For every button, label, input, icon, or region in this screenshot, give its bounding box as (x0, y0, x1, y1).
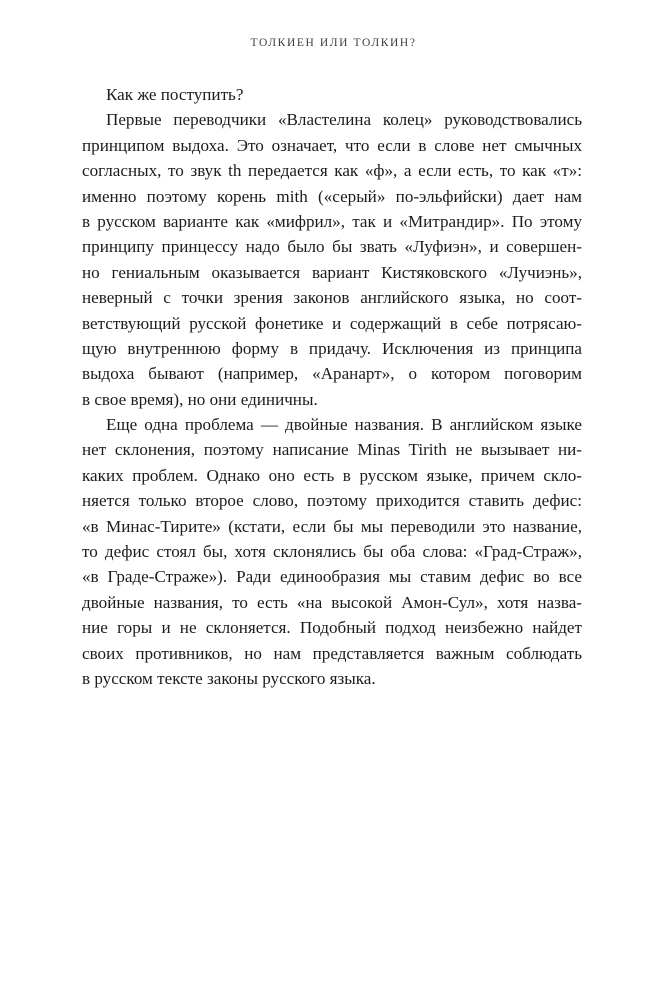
text-line: нет склонения, поэтому написание Minas Tirith не вызывает ни- (82, 440, 582, 460)
text-line: ние горы и не склоняется. Подобный подход неизбежно найдет (82, 618, 582, 638)
text-line: ветствующий русской фонетике и содержащий в себе потрясаю- (82, 313, 582, 333)
text-line: Первые переводчики «Властелина колец» руководствовались (106, 110, 582, 130)
text-line: то дефис стоял бы, хотя склонялись бы оба слова: «Град-Страж», (82, 542, 582, 562)
text-line: именно поэтому корень mith («серый» по-эльфийски) дает нам (82, 186, 582, 206)
paragraph (82, 82, 582, 107)
text-line: принципом выдоха. Это означает, что если в слове нет смычных (82, 135, 582, 155)
text-line: щую внутреннюю форму в придачу. Исключения из принципа (82, 338, 582, 358)
text-line: в свое время), но они единичны. (82, 389, 318, 409)
body-text (82, 82, 582, 691)
text-line: Еще одна проблема — двойные названия. В английском языке (106, 415, 582, 435)
text-line: своих противников, но нам представляется важным соблюдать (82, 643, 582, 663)
text-line: согласных, то звук th передается как «ф», а если есть, то как «т»: (82, 161, 582, 181)
text-line: но гениальным оказывается вариант Кистяковского «Лучиэнь», (82, 262, 582, 282)
text-line: выдоха бывают (например, «Аранарт», о котором поговорим (82, 364, 582, 384)
text-line: неверный с точки зрения законов английского языка, но соот- (82, 288, 582, 308)
text-line: каких проблем. Однако оно есть в русском языке, причем скло- (82, 465, 582, 485)
text-line: «в Граде-Страже»). Ради единообразия мы ставим дефис во все (82, 567, 582, 587)
text-line: двойные названия, то есть «на высокой Амон-Сул», хотя назва- (82, 592, 582, 612)
text-line: Как же поступить? (106, 85, 244, 104)
text-line: принципу принцессу надо было бы звать «Луфиэн», и совершен- (82, 237, 582, 257)
text-line: в русском тексте законы русского языка. (82, 668, 376, 688)
running-head: ТОЛКИЕН ИЛИ ТОЛКИН? (250, 37, 417, 49)
paragraph (82, 107, 582, 412)
paragraph (82, 412, 582, 691)
text-line: няется только второе слово, поэтому приходится ставить дефис: (82, 491, 582, 511)
text-line: «в Минас-Тирите» (кстати, если бы мы переводили это название, (82, 516, 582, 536)
text-line: в русском варианте как «мифрил», так и «Митрандир». По этому (82, 211, 582, 231)
